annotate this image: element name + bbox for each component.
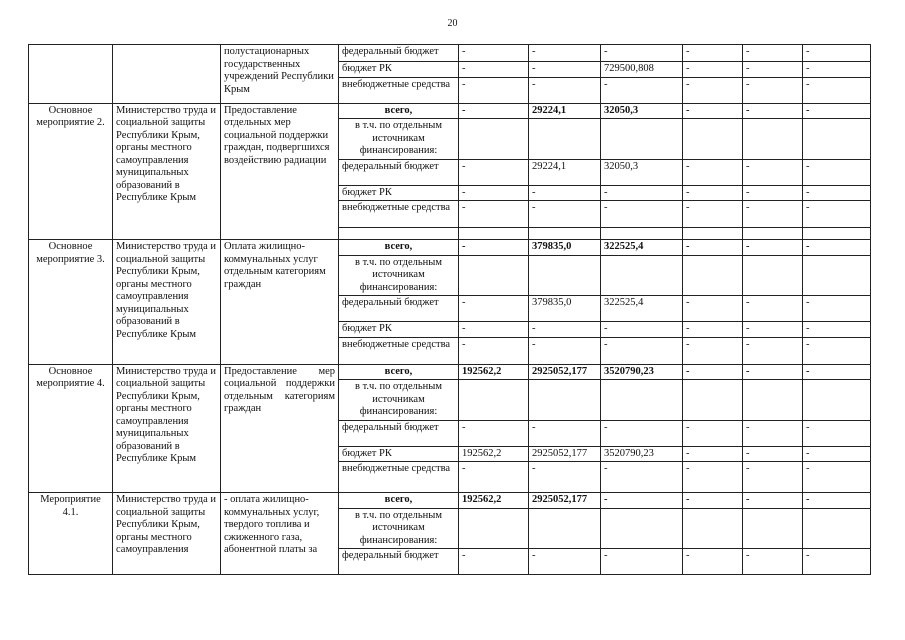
amount-cell: - <box>743 549 803 575</box>
funding-source-cell: внебюджетные средства <box>339 462 459 493</box>
amount-cell: - <box>803 322 871 338</box>
amount-cell: 29224,1 <box>529 103 601 119</box>
amount-cell: - <box>803 62 871 78</box>
measure-name-cell: Основное мероприятие 4. <box>29 364 113 493</box>
amount-cell: - <box>601 201 683 228</box>
amount-cell <box>601 119 683 160</box>
amount-cell: - <box>683 364 743 380</box>
amount-cell: - <box>743 462 803 493</box>
amount-cell: - <box>803 296 871 322</box>
amount-cell: 32050,3 <box>601 159 683 185</box>
amount-cell: - <box>803 201 871 228</box>
funding-source-cell: федеральный бюджет <box>339 45 459 62</box>
amount-cell: - <box>803 103 871 119</box>
amount-cell <box>529 228 601 240</box>
amount-cell <box>803 508 871 549</box>
amount-cell: - <box>683 103 743 119</box>
amount-cell: 32050,3 <box>601 103 683 119</box>
amount-cell <box>743 255 803 296</box>
table-row <box>29 493 871 509</box>
budget-table <box>28 44 871 575</box>
funding-source-cell <box>339 228 459 240</box>
amount-cell: 29224,1 <box>529 159 601 185</box>
amount-cell: - <box>803 240 871 256</box>
description-cell: полустационарных государственных учреждений Республики Крым <box>221 45 339 104</box>
amount-cell: - <box>459 201 529 228</box>
amount-cell: 322525,4 <box>601 296 683 322</box>
amount-cell: - <box>529 337 601 364</box>
amount-cell: - <box>743 103 803 119</box>
amount-cell: - <box>743 77 803 103</box>
amount-cell: 192562,2 <box>459 446 529 462</box>
table-row <box>29 103 871 119</box>
amount-cell <box>459 255 529 296</box>
amount-cell: - <box>529 45 601 62</box>
amount-cell: - <box>601 77 683 103</box>
funding-source-cell: бюджет РК <box>339 185 459 201</box>
amount-cell <box>529 255 601 296</box>
amount-cell: - <box>459 240 529 256</box>
amount-cell: - <box>683 159 743 185</box>
funding-source-cell: федеральный бюджет <box>339 549 459 575</box>
amount-cell: 2925052,177 <box>529 493 601 509</box>
amount-cell: - <box>601 185 683 201</box>
table-row <box>29 45 871 62</box>
amount-cell: - <box>529 322 601 338</box>
amount-cell: - <box>683 462 743 493</box>
amount-cell: - <box>683 296 743 322</box>
amount-cell: - <box>529 62 601 78</box>
amount-cell <box>601 380 683 421</box>
amount-cell: 2925052,177 <box>529 364 601 380</box>
amount-cell <box>683 255 743 296</box>
table-row <box>29 240 871 256</box>
amount-cell: - <box>601 462 683 493</box>
amount-cell: - <box>803 45 871 62</box>
amount-cell <box>601 508 683 549</box>
amount-cell <box>683 119 743 160</box>
amount-cell: 379835,0 <box>529 240 601 256</box>
amount-cell: - <box>683 62 743 78</box>
amount-cell: - <box>601 322 683 338</box>
amount-cell <box>803 255 871 296</box>
amount-cell: - <box>683 446 743 462</box>
amount-cell: - <box>683 45 743 62</box>
description-cell: Предоставление отдельных мер социальной поддержки граждан, подвергшихся воздействию радиации <box>221 103 339 240</box>
amount-cell <box>743 119 803 160</box>
amount-cell <box>529 508 601 549</box>
amount-cell: - <box>459 45 529 62</box>
amount-cell: - <box>743 240 803 256</box>
amount-cell: - <box>459 103 529 119</box>
executor-cell: Министерство труда и социальной защиты Республики Крым, органы местного самоуправления <box>113 493 221 575</box>
amount-cell: - <box>459 62 529 78</box>
description-cell: Предоставление мер социальной поддержки отдельным категориям граждан <box>221 364 339 493</box>
amount-cell: - <box>743 185 803 201</box>
amount-cell: - <box>683 322 743 338</box>
measure-name-cell: Основное мероприятие 3. <box>29 240 113 365</box>
funding-source-cell: в т.ч. по отдельным источникам финансирования: <box>339 508 459 549</box>
amount-cell: - <box>459 159 529 185</box>
amount-cell: - <box>683 420 743 446</box>
description-cell: - оплата жилищно-коммунальных услуг, твердого топлива и сжиженного газа, абонентной платы за <box>221 493 339 575</box>
description-cell: Оплата жилищно-коммунальных услуг отдельным категориям граждан <box>221 240 339 365</box>
amount-cell: 192562,2 <box>459 493 529 509</box>
funding-source-cell: всего, <box>339 240 459 256</box>
amount-cell: - <box>529 201 601 228</box>
amount-cell: - <box>743 62 803 78</box>
amount-cell: - <box>803 549 871 575</box>
amount-cell: 3520790,23 <box>601 446 683 462</box>
amount-cell: - <box>601 493 683 509</box>
amount-cell: - <box>601 420 683 446</box>
amount-cell: 3520790,23 <box>601 364 683 380</box>
amount-cell: - <box>743 446 803 462</box>
amount-cell: - <box>529 549 601 575</box>
amount-cell: - <box>529 462 601 493</box>
amount-cell: - <box>803 446 871 462</box>
funding-source-cell: в т.ч. по отдельным источникам финансирования: <box>339 119 459 160</box>
funding-source-cell: внебюджетные средства <box>339 77 459 103</box>
executor-cell: Министерство труда и социальной защиты Республики Крым, органы местного самоуправления муниципальных образований в Республике Крым <box>113 103 221 240</box>
amount-cell: - <box>743 45 803 62</box>
amount-cell: - <box>459 322 529 338</box>
amount-cell: - <box>683 77 743 103</box>
funding-source-cell: в т.ч. по отдельным источникам финансирования: <box>339 380 459 421</box>
amount-cell: - <box>459 185 529 201</box>
amount-cell <box>459 380 529 421</box>
amount-cell: 322525,4 <box>601 240 683 256</box>
funding-source-cell: бюджет РК <box>339 322 459 338</box>
amount-cell: - <box>743 493 803 509</box>
amount-cell: 379835,0 <box>529 296 601 322</box>
amount-cell: - <box>529 77 601 103</box>
amount-cell <box>803 228 871 240</box>
amount-cell <box>459 508 529 549</box>
amount-cell: - <box>683 337 743 364</box>
amount-cell: - <box>803 159 871 185</box>
amount-cell: - <box>803 337 871 364</box>
funding-source-cell: бюджет РК <box>339 62 459 78</box>
executor-cell: Министерство труда и социальной защиты Республики Крым, органы местного самоуправления муниципальных образований в Республике Крым <box>113 240 221 365</box>
amount-cell: - <box>459 77 529 103</box>
amount-cell: - <box>601 549 683 575</box>
amount-cell: - <box>459 549 529 575</box>
funding-source-cell: в т.ч. по отдельным источникам финансирования: <box>339 255 459 296</box>
funding-source-cell: бюджет РК <box>339 446 459 462</box>
amount-cell: - <box>743 201 803 228</box>
amount-cell <box>803 380 871 421</box>
amount-cell <box>743 380 803 421</box>
funding-source-cell: всего, <box>339 103 459 119</box>
amount-cell <box>743 508 803 549</box>
amount-cell: - <box>743 296 803 322</box>
amount-cell: - <box>459 337 529 364</box>
amount-cell: - <box>459 420 529 446</box>
amount-cell: - <box>683 549 743 575</box>
amount-cell: - <box>743 364 803 380</box>
amount-cell: - <box>803 364 871 380</box>
amount-cell <box>683 228 743 240</box>
amount-cell <box>683 508 743 549</box>
amount-cell: - <box>529 420 601 446</box>
executor-cell: Министерство труда и социальной защиты Республики Крым, органы местного самоуправления муниципальных образований в Республике Крым <box>113 364 221 493</box>
amount-cell: - <box>803 185 871 201</box>
amount-cell: - <box>601 337 683 364</box>
amount-cell: - <box>459 462 529 493</box>
amount-cell: - <box>529 185 601 201</box>
amount-cell <box>683 380 743 421</box>
funding-source-cell: внебюджетные средства <box>339 337 459 364</box>
funding-source-cell: федеральный бюджет <box>339 159 459 185</box>
amount-cell: - <box>743 337 803 364</box>
amount-cell: - <box>683 493 743 509</box>
amount-cell: - <box>803 493 871 509</box>
page-number: 20 <box>447 18 458 29</box>
amount-cell <box>601 228 683 240</box>
amount-cell: - <box>459 296 529 322</box>
funding-source-cell: внебюджетные средства <box>339 201 459 228</box>
amount-cell <box>459 228 529 240</box>
amount-cell: - <box>743 420 803 446</box>
amount-cell: - <box>743 159 803 185</box>
amount-cell: 2925052,177 <box>529 446 601 462</box>
amount-cell <box>529 380 601 421</box>
funding-source-cell: федеральный бюджет <box>339 420 459 446</box>
amount-cell: - <box>803 420 871 446</box>
funding-source-cell: всего, <box>339 493 459 509</box>
amount-cell: - <box>683 185 743 201</box>
amount-cell <box>459 119 529 160</box>
amount-cell: 729500,808 <box>601 62 683 78</box>
amount-cell: - <box>683 240 743 256</box>
amount-cell: - <box>683 201 743 228</box>
amount-cell: - <box>743 322 803 338</box>
measure-name-cell: Основное мероприятие 2. <box>29 103 113 240</box>
executor-cell <box>113 45 221 104</box>
amount-cell <box>601 255 683 296</box>
amount-cell <box>743 228 803 240</box>
amount-cell <box>803 119 871 160</box>
funding-source-cell: всего, <box>339 364 459 380</box>
measure-name-cell <box>29 45 113 104</box>
amount-cell <box>529 119 601 160</box>
amount-cell: - <box>803 462 871 493</box>
amount-cell: - <box>601 45 683 62</box>
table-row <box>29 364 871 380</box>
amount-cell: 192562,2 <box>459 364 529 380</box>
measure-name-cell: Мероприятие 4.1. <box>29 493 113 575</box>
funding-source-cell: федеральный бюджет <box>339 296 459 322</box>
amount-cell: - <box>803 77 871 103</box>
